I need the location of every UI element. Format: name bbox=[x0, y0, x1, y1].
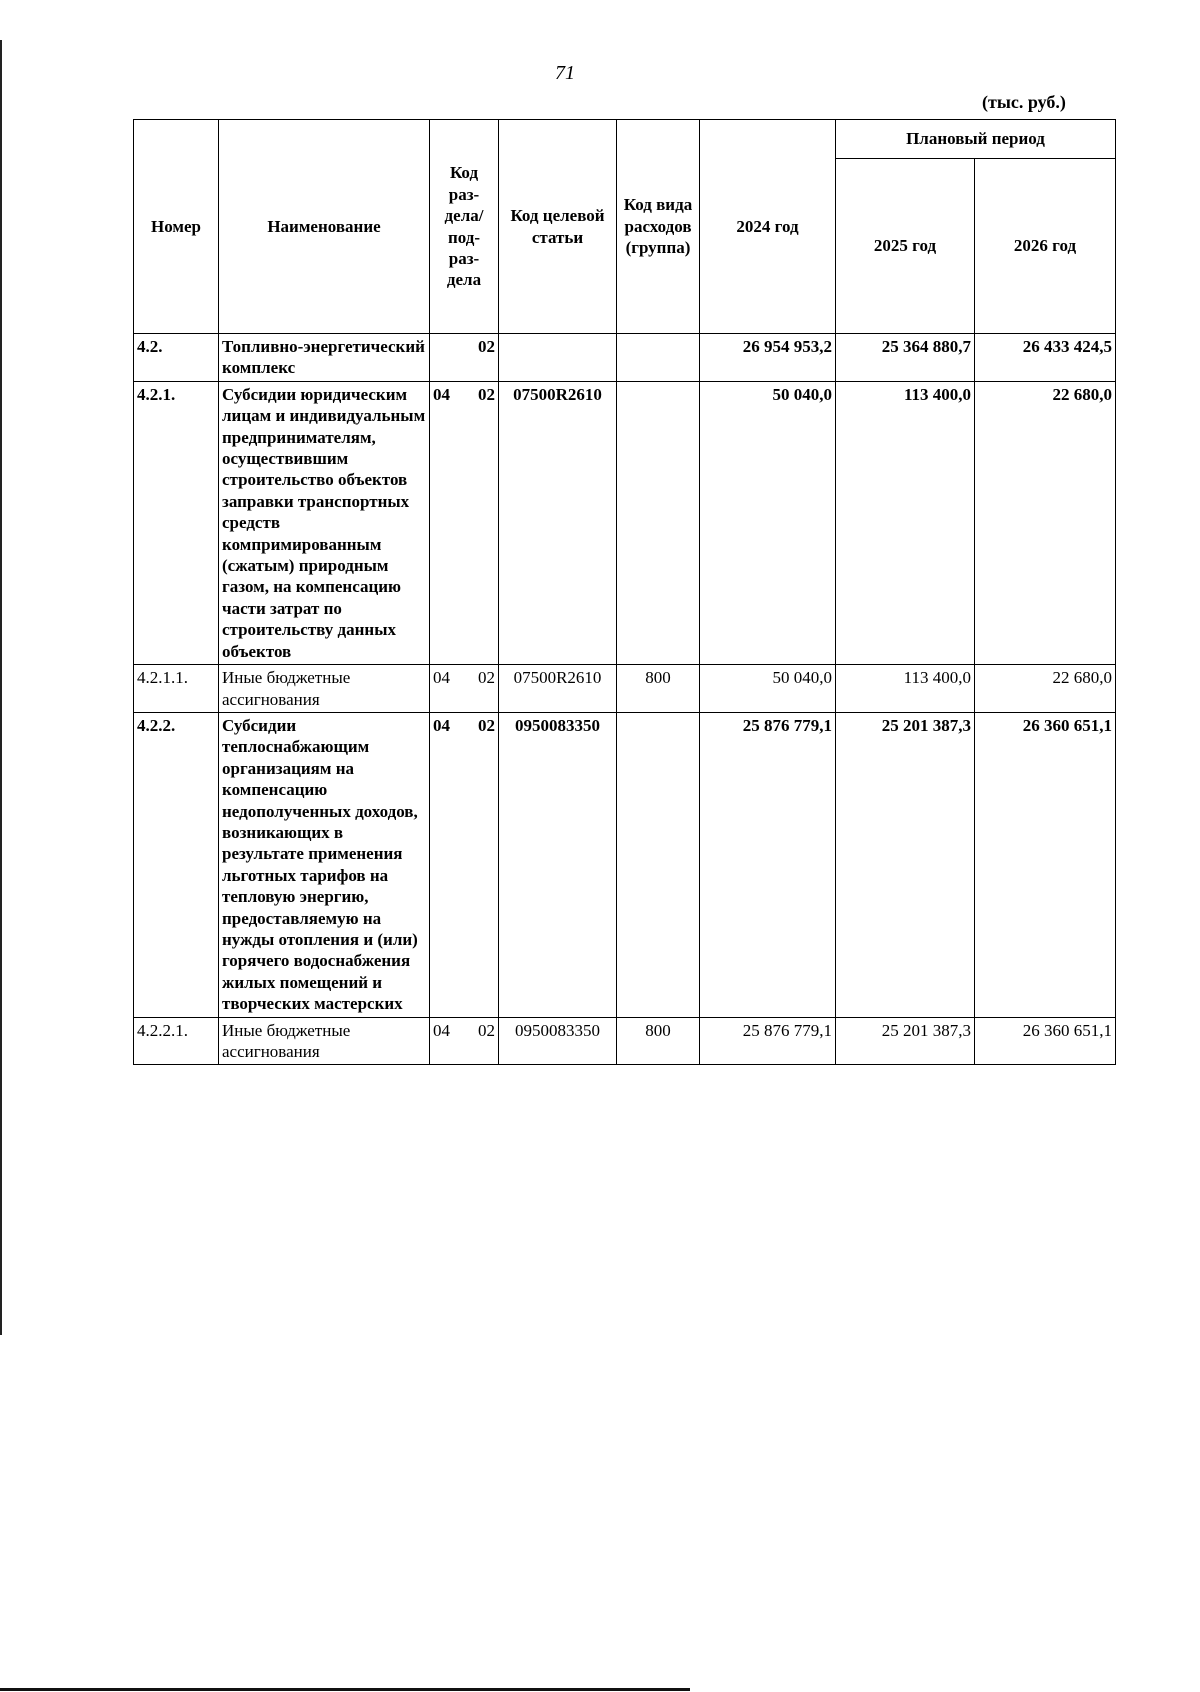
row-value-2024: 50 040,0 bbox=[700, 665, 836, 713]
header-name: Наименование bbox=[219, 120, 430, 334]
row-value-2024: 26 954 953,2 bbox=[700, 334, 836, 382]
row-section-code bbox=[430, 334, 499, 382]
row-number: 4.2.2.1. bbox=[134, 1017, 219, 1065]
row-name: Иные бюджетные ассигнования bbox=[219, 665, 430, 713]
row-target-code: 0950083350 bbox=[499, 712, 617, 1017]
row-expense-type bbox=[617, 712, 700, 1017]
row-section: 04 bbox=[433, 715, 450, 735]
row-subsection: 02 bbox=[478, 337, 495, 356]
row-value-2026: 26 433 424,5 bbox=[975, 334, 1116, 382]
row-subsection: 02 bbox=[478, 715, 495, 735]
row-name: Иные бюджетные ассигнования bbox=[219, 1017, 430, 1065]
scan-edge-bottom bbox=[0, 1688, 690, 1691]
header-target-code: Код целевой статьи bbox=[499, 120, 617, 334]
table-row bbox=[134, 334, 1116, 382]
row-value-2026: 26 360 651,1 bbox=[975, 1017, 1116, 1065]
row-value-2025: 25 364 880,7 bbox=[836, 334, 975, 382]
row-section: 04 bbox=[433, 1020, 450, 1040]
row-name: Субсидии юридическим лицам и индивидуальным предпринимателям, осуществившим строительство объектов заправки транспортных средств компримированным (сжатым) природным газом, на компенсацию части затрат по строительству данных объектов bbox=[219, 381, 430, 664]
row-subsection: 02 bbox=[478, 1020, 495, 1040]
header-number: Номер bbox=[134, 120, 219, 334]
row-value-2026: 26 360 651,1 bbox=[975, 712, 1116, 1017]
row-value-2025: 113 400,0 bbox=[836, 381, 975, 664]
header-expense-type: Код вида расходов (группа) bbox=[617, 120, 700, 334]
row-value-2026: 22 680,0 bbox=[975, 665, 1116, 713]
header-year-2024: 2024 год bbox=[700, 120, 836, 334]
row-number: 4.2. bbox=[134, 334, 219, 382]
row-section-code bbox=[430, 665, 499, 713]
table-body bbox=[134, 334, 1116, 1065]
header-planned-period: Плановый период bbox=[836, 120, 1116, 159]
table-row bbox=[134, 712, 1116, 1017]
row-expense-type bbox=[617, 334, 700, 382]
row-value-2024: 25 876 779,1 bbox=[700, 1017, 836, 1065]
row-value-2025: 25 201 387,3 bbox=[836, 712, 975, 1017]
row-section-code bbox=[430, 1017, 499, 1065]
row-target-code: 07500R2610 bbox=[499, 665, 617, 713]
row-number: 4.2.1.1. bbox=[134, 665, 219, 713]
row-section: 04 bbox=[433, 384, 450, 404]
row-number: 4.2.1. bbox=[134, 381, 219, 664]
row-expense-type: 800 bbox=[617, 1017, 700, 1065]
header-row-top bbox=[134, 120, 1116, 159]
units-label: (тыс. руб.) bbox=[982, 92, 1066, 112]
header-year-2026: 2026 год bbox=[975, 159, 1116, 334]
row-name: Субсидии теплоснабжающим организациям на компенсацию недополученных доходов, возникающих в результате применения льготных тарифов на тепловую энергию, предоставляемую на нужды отопления и (или) горячего водоснабжения жилых помещений и творческих мастерских bbox=[219, 712, 430, 1017]
row-subsection: 02 bbox=[478, 384, 495, 404]
row-value-2025: 113 400,0 bbox=[836, 665, 975, 713]
header-section-code: Код раз- дела/ под- раз- дела bbox=[430, 120, 499, 334]
table-row bbox=[134, 381, 1116, 664]
row-target-code: 07500R2610 bbox=[499, 381, 617, 664]
table-row bbox=[134, 1017, 1116, 1065]
row-section: 04 bbox=[433, 668, 450, 688]
row-value-2026: 22 680,0 bbox=[975, 381, 1116, 664]
row-number: 4.2.2. bbox=[134, 712, 219, 1017]
budget-table bbox=[133, 119, 1116, 1065]
row-section-code bbox=[430, 712, 499, 1017]
row-value-2024: 25 876 779,1 bbox=[700, 712, 836, 1017]
row-section-code bbox=[430, 381, 499, 664]
row-target-code bbox=[499, 334, 617, 382]
row-expense-type bbox=[617, 381, 700, 664]
row-name: Топливно-энергетический комплекс bbox=[219, 334, 430, 382]
header-year-2025: 2025 год bbox=[836, 159, 975, 334]
scan-edge-left bbox=[0, 40, 2, 1335]
page-number: 71 bbox=[555, 62, 575, 84]
row-subsection: 02 bbox=[478, 668, 495, 688]
row-expense-type: 800 bbox=[617, 665, 700, 713]
row-value-2024: 50 040,0 bbox=[700, 381, 836, 664]
row-value-2025: 25 201 387,3 bbox=[836, 1017, 975, 1065]
row-target-code: 0950083350 bbox=[499, 1017, 617, 1065]
table-row bbox=[134, 665, 1116, 713]
